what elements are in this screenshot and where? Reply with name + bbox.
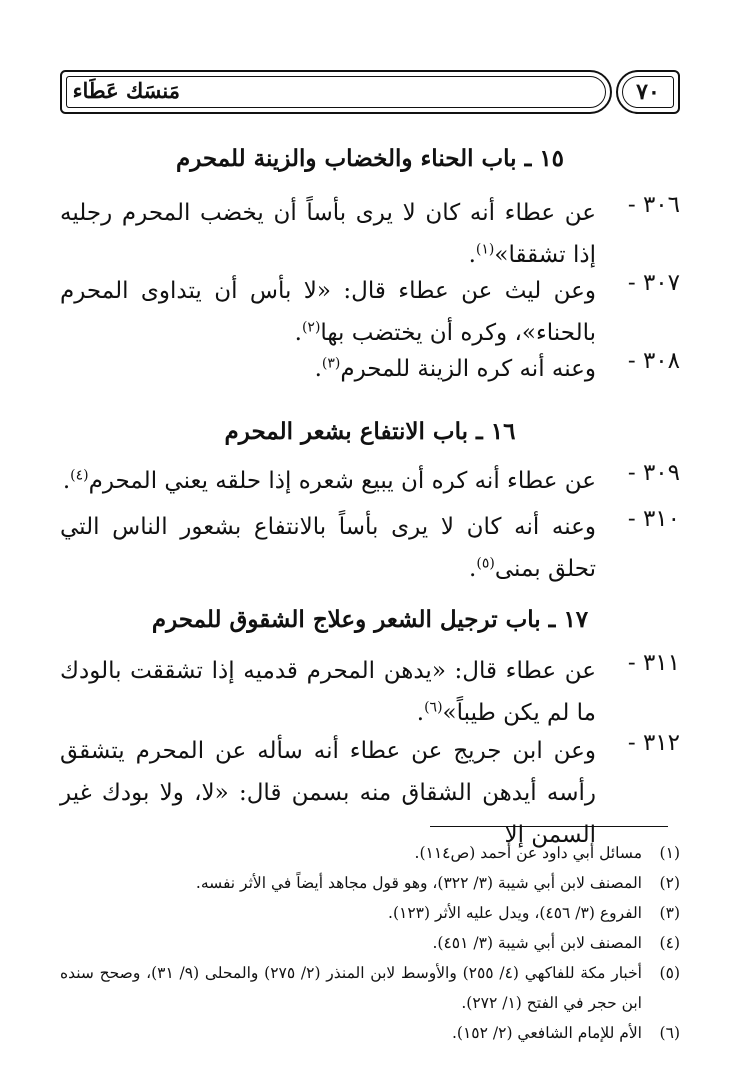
footnote-6: [60, 1018, 680, 1048]
item-number: ٣١٢ -: [627, 730, 680, 756]
book-title: مَنسَك عَطَاء: [72, 78, 180, 103]
item-text: وعن ليث عن عطاء قال: «لا بأس أن يتداوى المحرم بالحناء»، وكره أن يختضب بها$^{(٢)}$.: [60, 278, 596, 346]
item-text: وعن ابن جريج عن عطاء أنه سأله عن المحرم يتشقق رأسه أيدهن الشقاق منه بسمن قال: «لا، ولا بودك غير السمن إلا: [60, 738, 596, 848]
footnote-ref: (١): [475, 241, 495, 258]
footnote-5: [60, 958, 680, 1018]
running-header: [60, 70, 680, 114]
footnote-text: المصنف لابن أبي شيبة (٣/ ٤٥١).: [432, 934, 642, 952]
item-text: عن عطاء قال: «يدهن المحرم قدميه إذا تشققت بالودك ما لم يكن طيباً»$^{(٦)}$.: [60, 658, 596, 726]
footnote-number: (٥): [659, 964, 680, 982]
item-text: وعنه أنه كان لا يرى بأساً بالانتفاع بشعور الناس التي تحلق بمنى$^{(٥)}$.: [60, 514, 596, 582]
footnote-text: المصنف لابن أبي شيبة (٣/ ٣٢٢)، وهو قول مجاهد أيضاً في الأثر نفسه.: [195, 874, 642, 892]
footnote-2: [60, 868, 680, 898]
footnote-ref: (٦): [424, 699, 443, 716]
item-text: عن عطاء أنه كره أن يبيع شعره إذا حلقه يعني المحرم$^{(٤)}$.: [62, 467, 596, 494]
item-text: وعنه أنه كره الزينة للمحرم$^{(٣)}$.: [314, 355, 596, 382]
item-309: [60, 460, 680, 502]
item-310: [60, 506, 680, 590]
item-number: ٣٠٦ -: [627, 192, 680, 218]
footnotes: [60, 838, 680, 1048]
footnote-number: (١): [659, 844, 680, 862]
section-heading-17: ١٧ ـ باب ترجيل الشعر وعلاج الشقوق للمحرم: [151, 606, 589, 633]
item-number: ٣٠٩ -: [627, 460, 680, 486]
item-number: ٣٠٧ -: [627, 270, 680, 296]
item-308: [60, 348, 680, 390]
item-text: عن عطاء أنه كان لا يرى بأساً أن يخضب المحرم رجليه إذا تشققا»$^{(١)}$.: [60, 200, 596, 268]
footnote-number: (٢): [659, 874, 680, 892]
header-title-frame: [60, 70, 612, 114]
page-number: ٧٠: [636, 79, 660, 105]
footnote-ref: (٤): [70, 467, 89, 484]
item-number: ٣١٠ -: [627, 506, 680, 532]
footnote-text: أخبار مكة للفاكهي (٤/ ٢٥٥) والأوسط لابن المنذر (٢/ ٢٧٥) والمحلى (٩/ ٣١)، وصحح سنده ابن حجر في الفتح (١/ ٢٧٢).: [60, 964, 642, 1012]
section-heading-16: ١٦ ـ باب الانتفاع بشعر المحرم: [224, 418, 516, 445]
section-heading-15: ١٥ ـ باب الحناء والخضاب والزينة للمحرم: [175, 145, 565, 172]
item-306: [60, 192, 680, 276]
item-number: ٣١١ -: [627, 650, 680, 676]
item-307: [60, 270, 680, 354]
footnote-number: (٦): [659, 1024, 680, 1042]
item-number: ٣٠٨ -: [627, 348, 680, 374]
footnote-number: (٣): [659, 904, 680, 922]
item-311: [60, 650, 680, 734]
footnote-ref: (٢): [301, 319, 321, 336]
footnote-4: [60, 928, 680, 958]
footnote-1: [60, 838, 680, 868]
footnote-separator: [430, 826, 668, 827]
footnote-ref: (٥): [476, 555, 495, 572]
footnote-number: (٤): [659, 934, 680, 952]
page-number-frame: [616, 70, 680, 114]
footnote-text: مسائل أبي داود عن أحمد (ص١١٤).: [414, 844, 642, 862]
footnote-3: [60, 898, 680, 928]
footnote-ref: (٣): [321, 355, 341, 372]
footnote-text: الفروع (٣/ ٤٥٦)، ويدل عليه الأثر (١٢٣).: [388, 904, 642, 922]
footnote-text: الأم للإمام الشافعي (٢/ ١٥٢).: [451, 1024, 642, 1042]
